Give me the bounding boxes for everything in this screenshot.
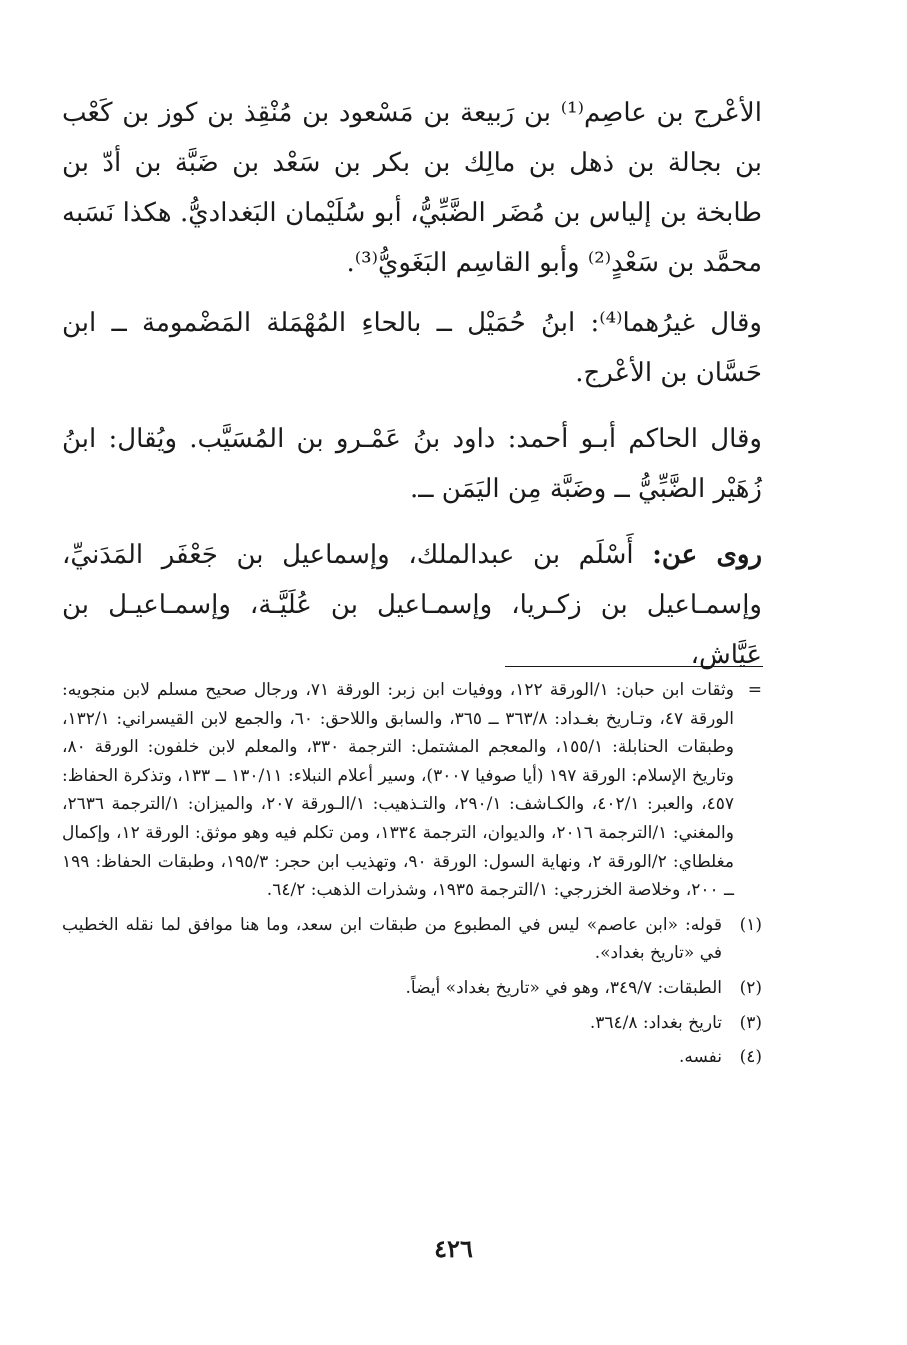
footnote-2 — [62, 974, 762, 1003]
footnote-text: تاريخ بغداد: ٣٦٤/٨. — [589, 1012, 722, 1033]
main-text — [62, 88, 762, 696]
riwaya-label: روى عن: — [652, 540, 763, 570]
footnote-divider — [505, 666, 763, 667]
footnote-number: (٣) — [739, 1012, 762, 1033]
continuation-marker: = — [747, 680, 762, 700]
footnote-text: قوله: «ابن عاصم» ليس في المطبوع من طبقات ابن سعد، وما هنا موافق لما نقله الخطيب في «تاريخ بغداد». — [62, 914, 722, 964]
page-number: ٤٢٦ — [434, 1234, 473, 1263]
footnote-continuation — [62, 676, 762, 905]
paragraph-riwaya — [62, 530, 762, 680]
paragraph-hakim: وقال الحاكم أبـو أحمد: داود بنُ عَمْـرو بن المُسَيَّب. ويُقال: ابنُ زُهَيْر الضَّبِّيُّ ــ وضَبَّة مِن اليَمَن ــ. — [62, 424, 762, 504]
footnote-text: الطبقات: ٣٤٩/٧، وهو في «تاريخ بغداد» أيضاً. — [405, 977, 722, 998]
footnote-3 — [62, 1009, 762, 1038]
continuation-text: وثقات ابن حبان: ١/الورقة ١٢٢، ووفيات ابن زبر: الورقة ٧١، ورجال صحيح مسلم لابن منجويه: الورقة ٤٧، وتـاريخ بغـداد: ٣٦٣/٨ ــ ٣٦٥، والسابق واللاحق: ٦٠، والجمع لابن القيسراني: ١٣٢/١، وطبقات الحنابلة: ١٥٥/١، والمعجم المشتمل: الترجمة ٣٣٠، والمعلم لابن خلفون: الورقة ٨٠، وتاريخ الإسلام: الورقة ١٩٧ (أيا صوفيا ٣٠٠٧)، وسير أعلام النبلاء: ١٣٠/١١ ــ ١٣٣، وتذكرة الحفاظ: ٤٥٧، والعبر: ٤٠٢/١، والكـاشف: ٢٩٠/١، والتـذهيب: ١/الـورقة ٢٠٧، والميزان: ١/الترجمة ٢٦٣٦، والمغني: ١/الترجمة ٢٠١٦، والديوان، الترجمة ١٣٣٤، ومن تكلم فيه وهو موثق: الورقة ١٢، وإكمال مغلطاي: ٢/الورقة ٢، ونهاية السول: الورقة ٩٠، وتهذيب ابن حجر: ١٩٥/٣، وطبقات الحفاظ: ١٩٩ ــ ٢٠٠، وخلاصة الخزرجي: ١/الترجمة ١٩٣٥، وشذرات الذهب: ٦٤/٢. — [62, 680, 734, 901]
footnote-4 — [62, 1043, 762, 1072]
footnote-text: نفسه. — [678, 1047, 722, 1068]
footnotes — [62, 676, 762, 1072]
paragraph-other-opinion: وقال غيرُهما⁽⁴⁾: ابنُ حُمَيْل ــ بالحاءِ المُهْمَلة المَضْمومة ــ ابن حَسَّان بن الأعْرج. — [62, 308, 762, 388]
footnote-number: (٢) — [739, 977, 762, 998]
paragraph-lineage: الأعْرج بن عاصِم⁽¹⁾ بن رَبيعة بن مَسْعود بن مُنْقِذ بن كوز بن كَعْب بن بجالة بن ذهل بن مالِك بن بكر بن سَعْد بن ضَبَّة بن أدّ بن طابخة بن إلياس بن مُضَر الضَّبِّيُّ، أبو سُلَيْمان البَغداديُّ. هكذا نَسَبه محمَّد بن سَعْدٍ⁽²⁾ وأبو القاسِم البَغَويُّ⁽³⁾. — [62, 98, 762, 278]
footnote-number: (١) — [739, 914, 762, 935]
footnote-number: (٤) — [739, 1047, 762, 1068]
footnote-1 — [62, 911, 762, 968]
riwaya-text: أَسْلَم بن عبدالملك، وإسماعيل بن جَعْفَر المَدَنيِّ، وإسمـاعيل بن زكـريا، وإسمـاعيل بن عُلَيَّـة، وإسمـاعيـل بن عَيَّاش، — [62, 540, 762, 670]
